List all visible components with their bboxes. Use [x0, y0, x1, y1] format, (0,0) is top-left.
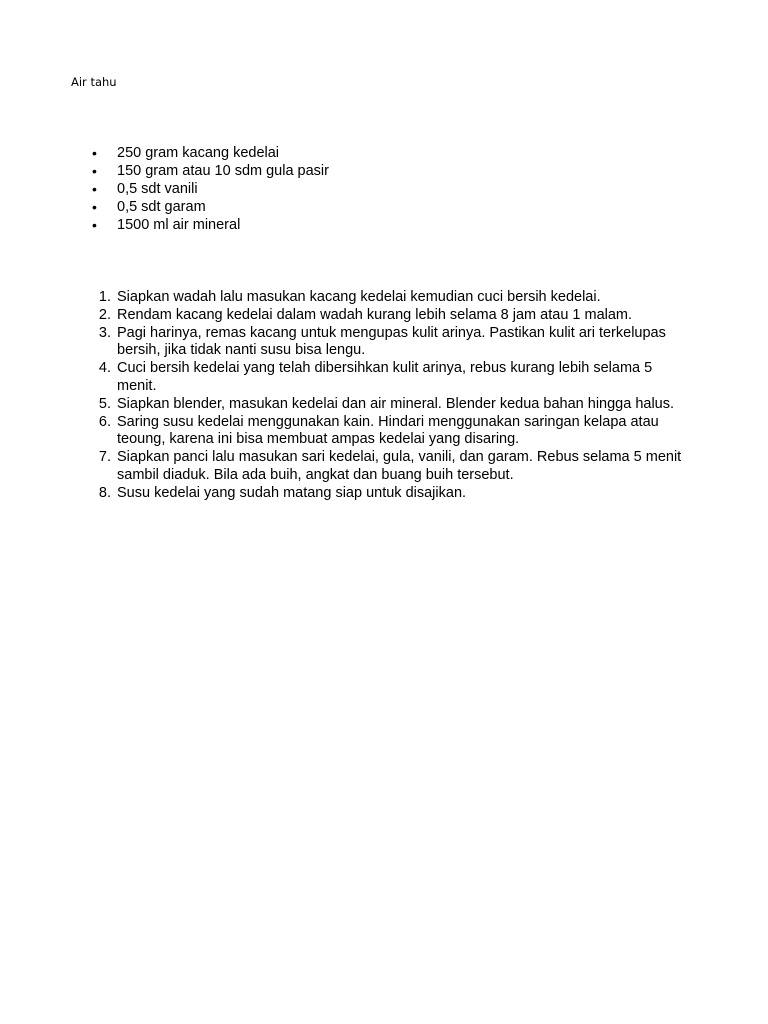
step-item: [0, 414, 692, 450]
step-text: Siapkan panci lalu masukan sari kedelai, gula, vanili, dan garam. Rebus selama 5 menit sambil diaduk. Bila ada buih, angkat dan buang buih tersebut.: [117, 449, 682, 483]
step-item: [0, 396, 692, 414]
ingredient-text: 1500 ml air mineral: [117, 217, 241, 233]
step-text: Siapkan blender, masukan kedelai dan air mineral. Blender kedua bahan hingga halus.: [117, 395, 675, 412]
ingredient-item: [0, 144, 768, 162]
ingredient-text: 250 gram kacang kedelai: [117, 145, 280, 161]
bullet-icon: •: [92, 163, 97, 179]
ingredient-text: 0,5 sdt garam: [117, 199, 206, 215]
step-number: 1.: [98, 289, 111, 305]
document-title: Air tahu: [71, 75, 117, 89]
bullet-icon: •: [92, 217, 97, 233]
step-text: Susu kedelai yang sudah matang siap untuk disajikan.: [117, 484, 467, 501]
ingredient-item: [0, 198, 768, 216]
step-number: 3.: [98, 324, 111, 341]
ingredient-item: [0, 216, 768, 234]
bullet-icon: •: [92, 199, 97, 215]
ingredient-text: 150 gram atau 10 sdm gula pasir: [117, 163, 329, 179]
bullet-icon: •: [92, 145, 97, 161]
step-number: 5.: [98, 395, 111, 412]
ingredient-item: [0, 162, 768, 180]
step-text: Saring susu kedelai menggunakan kain. Hindari menggunakan saringan kelapa atau teoung, karena ini bisa membuat ampas kedelai yang disaring.: [117, 413, 659, 448]
step-item: [0, 449, 692, 485]
step-number: 6.: [98, 413, 111, 430]
ingredients-list: [0, 144, 768, 234]
step-number: 8.: [98, 484, 111, 501]
step-item: [0, 307, 692, 325]
step-item: [0, 325, 692, 361]
step-text: Siapkan wadah lalu masukan kacang kedelai kemudian cuci bersih kedelai.: [117, 289, 601, 305]
step-number: 4.: [98, 360, 111, 377]
step-text: Pagi harinya, remas kacang untuk mengupas kulit arinya. Pastikan kulit ari terkelupas bersih, jika tidak nanti susu bisa lengu.: [117, 324, 666, 359]
step-number: 2.: [98, 306, 111, 323]
ingredient-item: [0, 180, 768, 198]
step-item: [0, 360, 692, 396]
step-item: [0, 289, 692, 307]
step-number: 7.: [98, 449, 111, 466]
step-text: Cuci bersih kedelai yang telah dibersihkan kulit arinya, rebus kurang lebih selama 5 menit.: [117, 360, 653, 394]
bullet-icon: •: [92, 181, 97, 197]
steps-list: [0, 289, 768, 503]
ingredient-text: 0,5 sdt vanili: [117, 181, 198, 197]
step-text: Rendam kacang kedelai dalam wadah kurang lebih selama 8 jam atau 1 malam.: [117, 306, 633, 323]
step-item: [0, 485, 692, 503]
